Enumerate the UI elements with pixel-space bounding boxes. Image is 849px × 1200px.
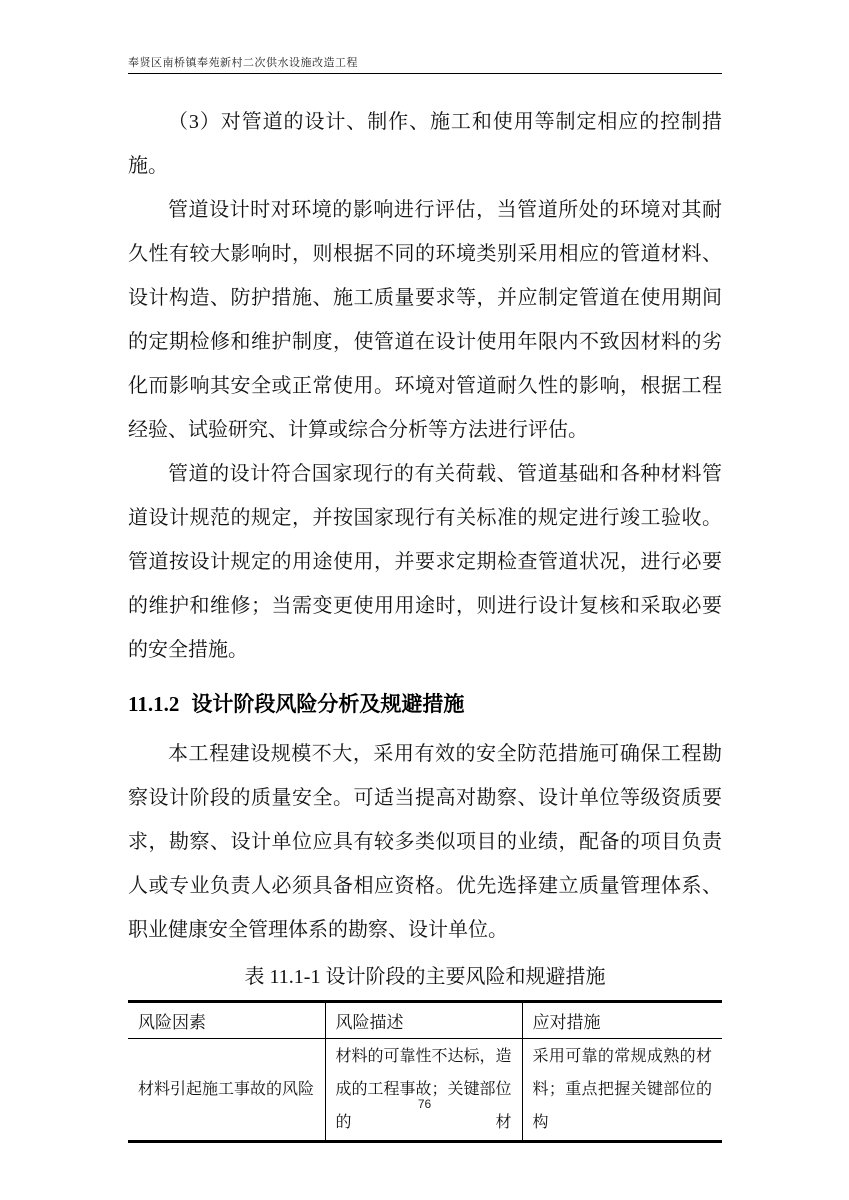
page-number: 76: [417, 1097, 432, 1111]
running-header: [128, 54, 722, 70]
header-rule: [128, 73, 722, 74]
section-heading: [128, 688, 722, 720]
cell-countermeasures: 采用可靠的常规成熟的材料；重点把握关键部位的构: [522, 1039, 722, 1142]
col-header-countermeasures: 应对措施: [522, 1002, 722, 1039]
paragraph-environment-assessment: 管道设计时对环境的影响进行评估，当管道所处的环境对其耐久性有较大影响时，则根据不同的环境类别采用相应的管道材料、设计构造、防护措施、施工质量要求等，并应制定管道在使用期间的定期检修和维护制度，使管道在设计使用年限内不致因材料的劣化而影响其安全或正常使用。环境对管道耐久性的影响，根据工程经验、试验研究、计算或综合分析等方法进行评估。: [128, 199, 722, 441]
table-header-row: [128, 1002, 722, 1039]
page-content: [128, 100, 722, 1143]
paragraph-design-stage-quality: 本工程建设规模不大，采用有效的安全防范措施可确保工程勘察设计阶段的质量安全。可适当提高对勘察、设计单位等级资质要求，勘察、设计单位应具有较多类似项目的业绩，配备的项目负责人或专业负责人必须具备相应资格。优先选择建立质量管理体系、职业健康安全管理体系的勘察、设计单位。: [128, 743, 722, 941]
col-header-risk-description: 风险描述: [325, 1002, 522, 1039]
cell-risk-description: 材料的可靠性不达标，造成的工程事故；关键部位的材: [325, 1039, 522, 1142]
cell-risk-factor: 材料引起施工事故的风险: [138, 1081, 315, 1098]
table-caption: 表 11.1-1 设计阶段的主要风险和规避措施: [244, 966, 606, 988]
risk-table: [128, 1000, 722, 1143]
running-header-text: 奉贤区南桥镇奉苑新村二次供水设施改造工程: [128, 57, 358, 69]
paragraph-design-standards: 管道的设计符合国家现行的有关荷载、管道基础和各种材料管道设计规范的规定，并按国家现行有关标准的规定进行竣工验收。管道按设计规定的用途使用，并要求定期检查管道状况，进行必要的维护和维修；当需变更使用用途时，则进行设计复核和采取必要的安全措施。: [128, 463, 722, 661]
paragraph-control-measures: （3）对管道的设计、制作、施工和使用等制定相应的控制措施。: [128, 111, 722, 177]
col-header-risk-factor: 风险因素: [128, 1002, 325, 1039]
table-row: [128, 1039, 722, 1142]
section-number: 11.1.2: [128, 692, 180, 716]
section-title: 设计阶段风险分析及规避措施: [191, 692, 465, 716]
